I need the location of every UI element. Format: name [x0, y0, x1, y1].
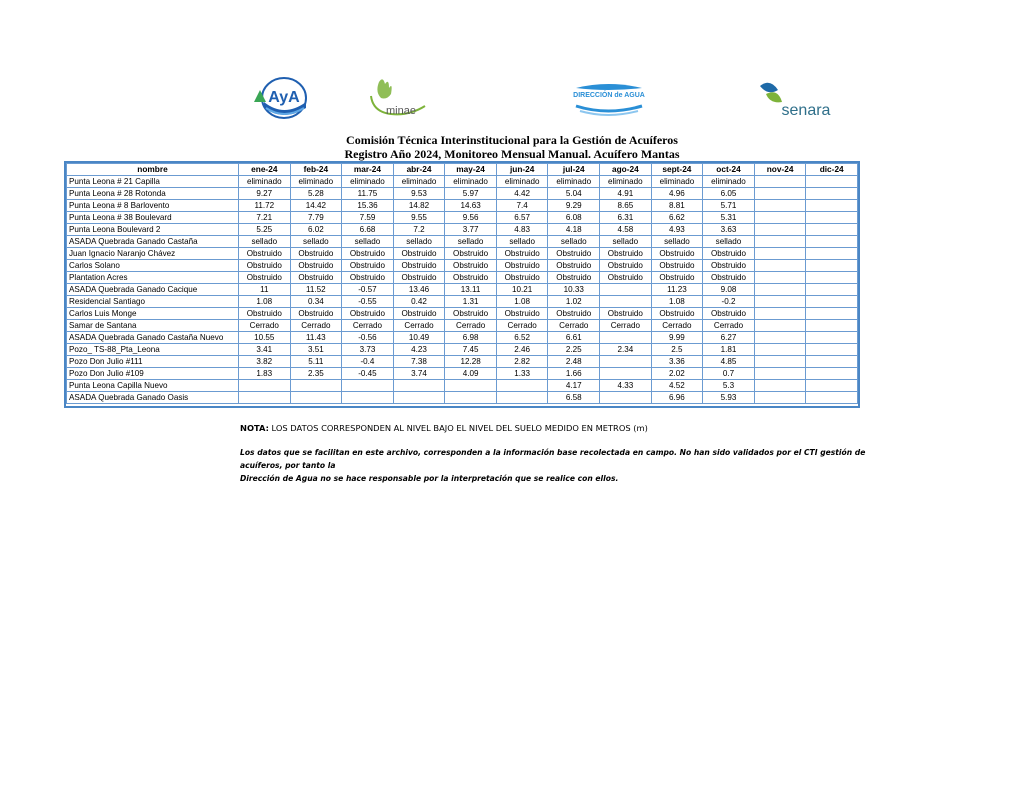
table-row	[67, 284, 858, 296]
measurement-cell: 5.3	[703, 380, 755, 392]
measurement-cell	[496, 380, 548, 392]
measurement-cell: 6.57	[496, 212, 548, 224]
measurement-cell: 7.2	[393, 224, 445, 236]
station-name-cell: Punta Leona Capilla Nuevo	[67, 380, 239, 392]
measurement-cell	[445, 392, 497, 404]
table-row	[67, 272, 858, 284]
measurement-cell: 12.28	[445, 356, 497, 368]
measurement-cell: -0.45	[342, 368, 394, 380]
station-name-cell: ASADA Quebrada Ganado Cacique	[67, 284, 239, 296]
measurement-cell: 10.33	[548, 284, 600, 296]
measurement-cell: 5.28	[290, 188, 342, 200]
measurement-cell: 2.46	[496, 344, 548, 356]
column-header-month: ago-24	[600, 164, 652, 176]
station-name-cell: ASADA Quebrada Ganado Oasis	[67, 392, 239, 404]
measurement-cell: Obstruido	[445, 248, 497, 260]
station-name-cell: Juan Ignacio Naranjo Chávez	[67, 248, 239, 260]
measurement-cell	[806, 392, 858, 404]
measurement-cell: Obstruido	[651, 248, 703, 260]
measurement-cell: 6.52	[496, 332, 548, 344]
measurement-cell: 6.02	[290, 224, 342, 236]
measurement-cell: Cerrado	[496, 320, 548, 332]
measurement-cell: 2.35	[290, 368, 342, 380]
measurement-cell: sellado	[342, 236, 394, 248]
station-name-cell: ASADA Quebrada Ganado Castaña	[67, 236, 239, 248]
measurement-cell: 8.81	[651, 200, 703, 212]
table-row	[67, 248, 858, 260]
measurement-cell: Obstruido	[239, 308, 291, 320]
measurement-cell: 3.77	[445, 224, 497, 236]
measurement-cell: 2.48	[548, 356, 600, 368]
direccion-agua-logo	[572, 82, 646, 116]
measurement-cell	[754, 260, 806, 272]
measurement-cell: 1.83	[239, 368, 291, 380]
column-header-month: jun-24	[496, 164, 548, 176]
column-header-month: may-24	[445, 164, 497, 176]
column-header-month: abr-24	[393, 164, 445, 176]
nota	[240, 423, 648, 433]
measurement-cell: 3.63	[703, 224, 755, 236]
measurement-cell: 9.55	[393, 212, 445, 224]
measurement-cell	[342, 392, 394, 404]
table-row	[67, 224, 858, 236]
measurement-cell: 7.38	[393, 356, 445, 368]
measurement-cell: 6.27	[703, 332, 755, 344]
measurement-cell: 4.85	[703, 356, 755, 368]
measurement-cell: Cerrado	[651, 320, 703, 332]
measurement-cell: 4.52	[651, 380, 703, 392]
measurement-cell: sellado	[703, 236, 755, 248]
measurement-cell: 2.82	[496, 356, 548, 368]
measurement-cell: 2.34	[600, 344, 652, 356]
measurement-cell: sellado	[651, 236, 703, 248]
measurement-cell: Obstruido	[496, 272, 548, 284]
measurement-cell	[600, 332, 652, 344]
measurement-cell: Obstruido	[393, 260, 445, 272]
measurement-cell: sellado	[548, 236, 600, 248]
measurement-cell	[600, 284, 652, 296]
table-row	[67, 260, 858, 272]
measurement-cell: sellado	[239, 236, 291, 248]
table-row	[67, 188, 858, 200]
measurement-cell: eliminado	[393, 176, 445, 188]
measurement-cell	[806, 236, 858, 248]
measurement-cell	[239, 380, 291, 392]
measurement-cell	[600, 356, 652, 368]
measurement-cell: 2.5	[651, 344, 703, 356]
measurement-cell: 3.73	[342, 344, 394, 356]
measurement-cell	[806, 344, 858, 356]
measurement-cell: Obstruido	[548, 248, 600, 260]
measurement-cell: Obstruido	[548, 272, 600, 284]
measurement-cell: 6.62	[651, 212, 703, 224]
measurement-cell: -0.55	[342, 296, 394, 308]
measurement-cell: 4.96	[651, 188, 703, 200]
measurement-cell: sellado	[445, 236, 497, 248]
disclaimer	[240, 446, 900, 485]
measurement-cell: eliminado	[651, 176, 703, 188]
measurement-cell: 1.31	[445, 296, 497, 308]
measurement-cell	[806, 380, 858, 392]
measurement-cell: Cerrado	[239, 320, 291, 332]
measurement-cell: eliminado	[290, 176, 342, 188]
measurement-cell: Obstruido	[651, 308, 703, 320]
measurement-cell: 11.43	[290, 332, 342, 344]
measurement-cell: 8.65	[600, 200, 652, 212]
measurement-cell: 0.42	[393, 296, 445, 308]
station-name-cell: Samar de Santana	[67, 320, 239, 332]
measurement-cell	[806, 188, 858, 200]
measurement-cell: 4.91	[600, 188, 652, 200]
measurement-cell	[806, 224, 858, 236]
measurement-cell: 1.08	[239, 296, 291, 308]
measurement-cell	[754, 224, 806, 236]
measurement-cell: Cerrado	[290, 320, 342, 332]
measurement-cell: 2.02	[651, 368, 703, 380]
measurement-cell: 1.08	[496, 296, 548, 308]
measurement-cell	[290, 380, 342, 392]
measurement-cell	[806, 368, 858, 380]
table-header-row	[67, 164, 858, 176]
measurement-cell: 11.52	[290, 284, 342, 296]
measurement-cell: 13.46	[393, 284, 445, 296]
measurement-cell	[445, 380, 497, 392]
column-header-month: jul-24	[548, 164, 600, 176]
measurement-cell: Obstruido	[496, 260, 548, 272]
station-name-cell: Punta Leona # 38 Boulevard	[67, 212, 239, 224]
measurement-cell: 1.02	[548, 296, 600, 308]
measurement-cell	[239, 392, 291, 404]
measurement-cell: 9.27	[239, 188, 291, 200]
nota-text: LOS DATOS CORRESPONDEN AL NIVEL BAJO EL NIVEL DEL SUELO MEDIDO EN METROS (m)	[268, 423, 648, 433]
station-name-cell: Punta Leona # 8 Barlovento	[67, 200, 239, 212]
table-row	[67, 392, 858, 404]
measurement-cell: Obstruido	[445, 272, 497, 284]
measurement-cell: 10.21	[496, 284, 548, 296]
measurement-cell	[806, 176, 858, 188]
station-name-cell: Carlos Luis Monge	[67, 308, 239, 320]
measurement-cell: 7.59	[342, 212, 394, 224]
measurement-cell	[290, 392, 342, 404]
measurement-cell: 0.7	[703, 368, 755, 380]
measurement-cell	[754, 284, 806, 296]
measurement-cell	[600, 392, 652, 404]
measurement-cell: sellado	[290, 236, 342, 248]
measurement-cell: Cerrado	[342, 320, 394, 332]
measurement-cell: 4.17	[548, 380, 600, 392]
measurement-cell	[393, 380, 445, 392]
measurement-cell: 5.71	[703, 200, 755, 212]
minae-logo-text: minae	[386, 105, 416, 117]
table-row	[67, 368, 858, 380]
column-header-month: feb-24	[290, 164, 342, 176]
measurement-cell	[754, 392, 806, 404]
table-row	[67, 344, 858, 356]
measurement-cell	[754, 332, 806, 344]
measurement-cell: 11.23	[651, 284, 703, 296]
measurement-cell: -0.2	[703, 296, 755, 308]
measurement-cell: Obstruido	[496, 248, 548, 260]
monitoring-table	[64, 161, 860, 408]
measurement-cell	[754, 248, 806, 260]
measurement-cell: 4.83	[496, 224, 548, 236]
measurement-cell: 13.11	[445, 284, 497, 296]
measurement-cell: 11.72	[239, 200, 291, 212]
measurement-cell: 1.33	[496, 368, 548, 380]
measurement-cell: 11.75	[342, 188, 394, 200]
measurement-cell: Obstruido	[445, 260, 497, 272]
measurement-cell: 5.93	[703, 392, 755, 404]
table-row	[67, 356, 858, 368]
measurement-cell	[754, 296, 806, 308]
column-header-month: sept-24	[651, 164, 703, 176]
measurement-cell: Cerrado	[703, 320, 755, 332]
measurement-cell: Obstruido	[651, 272, 703, 284]
station-name-cell: Residencial Santiago	[67, 296, 239, 308]
measurement-cell: 3.36	[651, 356, 703, 368]
measurement-cell: 9.29	[548, 200, 600, 212]
measurement-cell: 7.21	[239, 212, 291, 224]
measurement-cell	[806, 200, 858, 212]
measurement-cell: Obstruido	[239, 248, 291, 260]
report-subtitle: Registro Año 2024, Monitoreo Mensual Manual. Acuífero Mantas	[344, 147, 680, 161]
measurement-cell	[754, 308, 806, 320]
measurement-cell: 6.08	[548, 212, 600, 224]
table-row	[67, 320, 858, 332]
measurement-cell: 7.4	[496, 200, 548, 212]
measurement-cell: Cerrado	[393, 320, 445, 332]
measurement-cell: 4.42	[496, 188, 548, 200]
station-name-cell: Pozo Don Julio #109	[67, 368, 239, 380]
measurement-cell: Obstruido	[445, 308, 497, 320]
measurement-cell: 4.18	[548, 224, 600, 236]
measurement-cell: Obstruido	[600, 308, 652, 320]
measurement-cell: 4.58	[600, 224, 652, 236]
table-row	[67, 236, 858, 248]
measurement-cell: 15.36	[342, 200, 394, 212]
measurement-cell	[806, 248, 858, 260]
measurement-cell: Obstruido	[342, 272, 394, 284]
measurement-cell: 7.79	[290, 212, 342, 224]
measurement-cell: 3.74	[393, 368, 445, 380]
table-row	[67, 332, 858, 344]
measurement-cell	[754, 344, 806, 356]
table-row	[67, 200, 858, 212]
station-name-cell: Punta Leona # 21 Capilla	[67, 176, 239, 188]
measurement-cell: sellado	[600, 236, 652, 248]
measurement-cell: -0.4	[342, 356, 394, 368]
measurement-cell: 6.61	[548, 332, 600, 344]
measurement-cell	[806, 260, 858, 272]
measurement-cell	[806, 272, 858, 284]
measurement-cell: 5.25	[239, 224, 291, 236]
measurement-cell: 3.82	[239, 356, 291, 368]
minae-logo	[365, 76, 433, 120]
direccion-agua-logo-text: DIRECCIÓN de AGUA	[573, 92, 645, 99]
measurement-cell: 6.68	[342, 224, 394, 236]
measurement-cell: Obstruido	[651, 260, 703, 272]
measurement-cell: Obstruido	[342, 248, 394, 260]
table-row	[67, 296, 858, 308]
column-header-month: mar-24	[342, 164, 394, 176]
measurement-cell	[754, 188, 806, 200]
measurement-cell	[754, 176, 806, 188]
measurement-cell	[806, 212, 858, 224]
measurement-cell	[754, 320, 806, 332]
measurement-cell: Obstruido	[496, 308, 548, 320]
measurement-cell	[600, 296, 652, 308]
measurement-cell: sellado	[496, 236, 548, 248]
measurement-cell: 6.98	[445, 332, 497, 344]
measurement-cell: Obstruido	[703, 272, 755, 284]
column-header-month: ene-24	[239, 164, 291, 176]
measurement-cell: 4.23	[393, 344, 445, 356]
measurement-cell: 6.58	[548, 392, 600, 404]
measurement-cell: Obstruido	[290, 308, 342, 320]
station-name-cell: Pozo Don Julio #111	[67, 356, 239, 368]
measurement-cell: eliminado	[445, 176, 497, 188]
measurement-cell	[393, 392, 445, 404]
measurement-cell: 6.05	[703, 188, 755, 200]
measurement-cell: eliminado	[703, 176, 755, 188]
measurement-cell: Obstruido	[703, 260, 755, 272]
column-header-month: nov-24	[754, 164, 806, 176]
station-name-cell: Punta Leona # 28 Rotonda	[67, 188, 239, 200]
measurement-cell	[806, 320, 858, 332]
measurement-cell: 4.09	[445, 368, 497, 380]
column-header-month: dic-24	[806, 164, 858, 176]
measurement-cell	[806, 332, 858, 344]
disclaimer-line-1: Los datos que se facilitan en este archivo, corresponden a la información base recolectada en campo. No han sido validados por el CTI gestión de acuíferos, por tanto la	[240, 448, 866, 470]
senara-logo-text: senara	[781, 102, 831, 119]
measurement-cell: Obstruido	[600, 260, 652, 272]
measurement-cell: 5.97	[445, 188, 497, 200]
measurement-cell: Cerrado	[445, 320, 497, 332]
measurement-cell	[754, 212, 806, 224]
measurement-cell: Obstruido	[548, 308, 600, 320]
measurement-cell: eliminado	[342, 176, 394, 188]
measurement-cell	[806, 308, 858, 320]
measurement-cell: Obstruido	[342, 308, 394, 320]
measurement-cell	[754, 380, 806, 392]
measurement-cell	[806, 284, 858, 296]
column-header-month: oct-24	[703, 164, 755, 176]
measurement-cell: sellado	[393, 236, 445, 248]
measurement-cell: 10.55	[239, 332, 291, 344]
table-row	[67, 212, 858, 224]
measurement-cell: Obstruido	[703, 248, 755, 260]
measurement-cell: 9.56	[445, 212, 497, 224]
measurement-cell: Obstruido	[239, 272, 291, 284]
measurement-cell: Obstruido	[239, 260, 291, 272]
measurement-cell: Cerrado	[600, 320, 652, 332]
measurement-cell: 9.53	[393, 188, 445, 200]
table-row	[67, 308, 858, 320]
senara-logo	[756, 80, 846, 120]
measurement-cell: 2.25	[548, 344, 600, 356]
measurement-cell: 9.08	[703, 284, 755, 296]
measurement-cell	[806, 296, 858, 308]
measurement-cell: Obstruido	[290, 260, 342, 272]
measurement-cell: 14.82	[393, 200, 445, 212]
measurement-cell: eliminado	[600, 176, 652, 188]
table-row	[67, 380, 858, 392]
measurement-cell	[754, 368, 806, 380]
table-row	[67, 176, 858, 188]
column-header-nombre: nombre	[67, 164, 239, 176]
measurement-cell: -0.56	[342, 332, 394, 344]
measurement-cell: 1.81	[703, 344, 755, 356]
measurement-cell: 14.42	[290, 200, 342, 212]
measurement-cell: 0.34	[290, 296, 342, 308]
station-name-cell: Plantation Acres	[67, 272, 239, 284]
measurement-cell: 9.99	[651, 332, 703, 344]
measurement-cell: -0.57	[342, 284, 394, 296]
aya-logo-text: AyA	[268, 89, 300, 106]
measurement-cell: 4.93	[651, 224, 703, 236]
measurement-cell: Obstruido	[290, 272, 342, 284]
measurement-cell: Obstruido	[290, 248, 342, 260]
measurement-cell: 7.45	[445, 344, 497, 356]
station-name-cell: Pozo_ TS-88_Pta_Leona	[67, 344, 239, 356]
station-name-cell: Carlos Solano	[67, 260, 239, 272]
measurement-cell	[754, 272, 806, 284]
measurement-cell	[754, 200, 806, 212]
station-name-cell: ASADA Quebrada Ganado Castaña Nuevo	[67, 332, 239, 344]
measurement-cell: 1.08	[651, 296, 703, 308]
measurement-cell	[342, 380, 394, 392]
measurement-cell: 5.31	[703, 212, 755, 224]
measurement-cell: 1.66	[548, 368, 600, 380]
measurement-cell	[754, 356, 806, 368]
measurement-cell: 11	[239, 284, 291, 296]
measurement-cell: 4.33	[600, 380, 652, 392]
measurement-cell	[754, 236, 806, 248]
measurement-cell: 6.31	[600, 212, 652, 224]
measurement-cell	[496, 392, 548, 404]
aya-logo	[252, 72, 312, 120]
measurement-cell: 3.41	[239, 344, 291, 356]
report-title: Comisión Técnica Interinstitucional para la Gestión de Acuíferos	[346, 133, 678, 147]
measurement-cell: Obstruido	[393, 248, 445, 260]
measurement-cell: 5.04	[548, 188, 600, 200]
disclaimer-line-2: Dirección de Agua no se hace responsable por la interpretación que se realice con ellos.	[240, 474, 619, 483]
measurement-cell: Obstruido	[342, 260, 394, 272]
measurement-cell: eliminado	[496, 176, 548, 188]
station-name-cell: Punta Leona Boulevard 2	[67, 224, 239, 236]
measurement-cell: Obstruido	[600, 272, 652, 284]
measurement-cell: 5.11	[290, 356, 342, 368]
measurement-cell: 6.96	[651, 392, 703, 404]
measurement-cell: eliminado	[548, 176, 600, 188]
measurement-cell: 10.49	[393, 332, 445, 344]
nota-label: NOTA:	[240, 423, 269, 433]
measurement-cell: Obstruido	[393, 272, 445, 284]
measurement-cell: Obstruido	[703, 308, 755, 320]
measurement-cell	[600, 368, 652, 380]
measurement-cell: Obstruido	[600, 248, 652, 260]
measurement-cell: eliminado	[239, 176, 291, 188]
measurement-cell: 3.51	[290, 344, 342, 356]
measurement-cell: 14.63	[445, 200, 497, 212]
measurement-cell	[806, 356, 858, 368]
measurement-cell: Obstruido	[393, 308, 445, 320]
measurement-cell: Obstruido	[548, 260, 600, 272]
measurement-cell: Cerrado	[548, 320, 600, 332]
